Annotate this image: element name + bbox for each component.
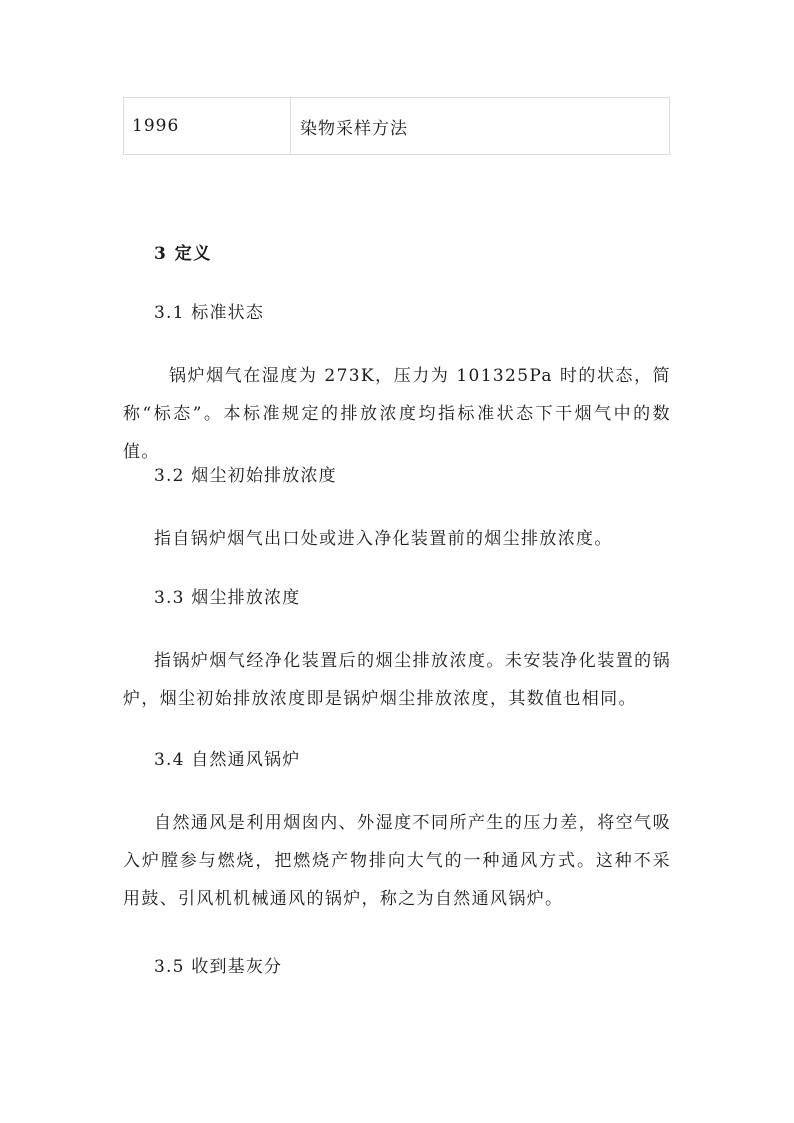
paragraph: 指锅炉烟气经净化装置后的烟尘排放浓度。未安装净化装置的锅炉，烟尘初始排放浓度即是锅炉烟尘排放浓度，其数值也相同。 <box>123 651 671 709</box>
subsection-heading: 3.3 烟尘排放浓度 <box>154 588 301 608</box>
paragraph: 指自锅炉烟气出口处或进入净化装置前的烟尘排放浓度。 <box>154 529 613 549</box>
paragraph: 锅炉烟气在湿度为 273K，压力为 101325Pa 时的状态，简称“标态”。本标准规定的排放浓度均指标准状态下干烟气中的数值。 <box>123 366 671 462</box>
subsection-heading: 3.4 自然通风锅炉 <box>154 750 301 770</box>
table-cell-title: 染物采样方法 <box>291 98 670 155</box>
section-heading: 3 定义 <box>154 244 212 264</box>
subsection-heading: 3.5 收到基灰分 <box>154 957 283 977</box>
subsection-heading: 3.1 标准状态 <box>154 303 265 323</box>
reference-standards-table <box>123 97 670 155</box>
subsection-heading: 3.2 烟尘初始排放浓度 <box>154 466 337 486</box>
paragraph: 自然通风是利用烟囱内、外湿度不同所产生的压力差，将空气吸入炉膛参与燃烧，把燃烧产物排向大气的一种通风方式。这种不采用鼓、引风机机械通风的锅炉，称之为自然通风锅炉。 <box>123 813 671 909</box>
table-cell-year: 1996 <box>124 98 291 155</box>
table-row <box>124 98 670 155</box>
